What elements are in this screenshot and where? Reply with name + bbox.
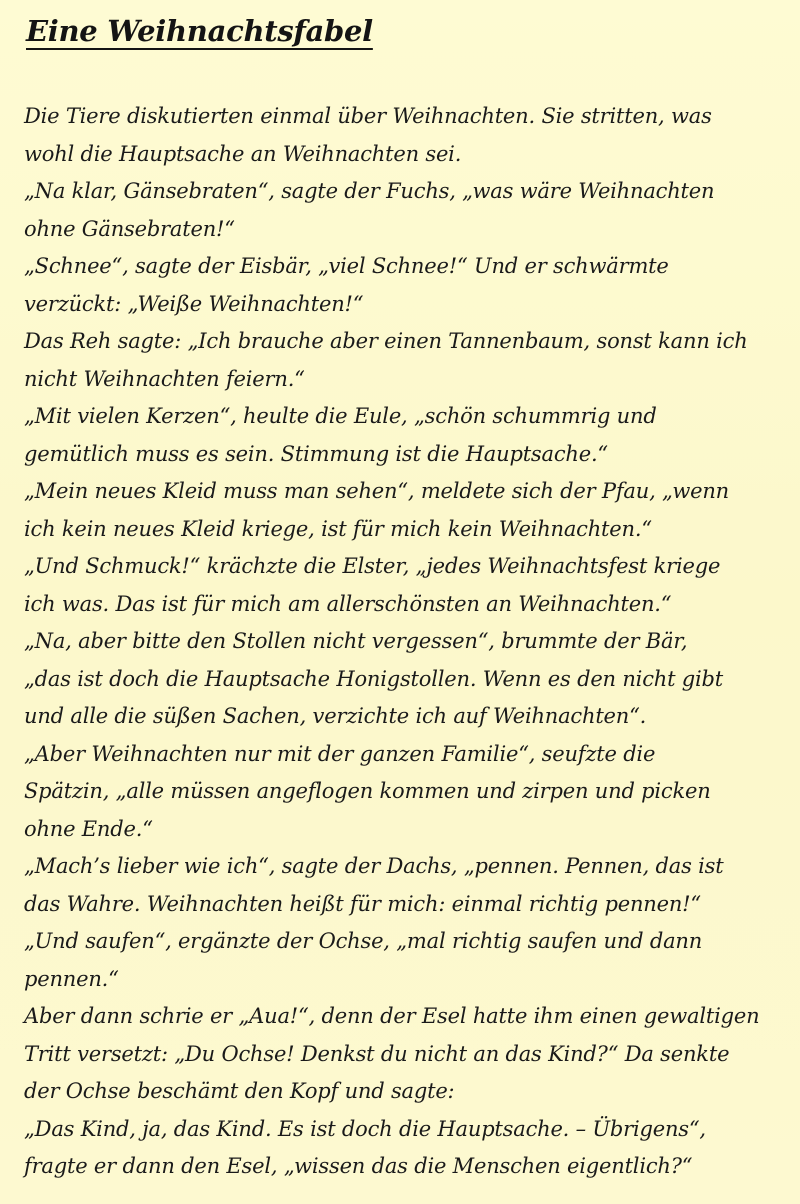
text-line: „Das Kind, ja, das Kind. Es ist doch die Hauptsache. – Übrigens“, — [24, 1116, 706, 1141]
text-line: und alle die süßen Sachen, verzichte ich auf Weihnachten“. — [24, 704, 647, 728]
text-line: verzückt: „Weiße Weihnachten!“ — [24, 291, 364, 316]
text-line: der Ochse beschämt den Kopf und sagte: — [24, 1079, 455, 1103]
text-line: Spätzin, „alle müssen angeflogen kommen und zirpen und picken — [24, 779, 711, 803]
text-line: fragte er dann den Esel, „wissen das die Menschen eigentlich?“ — [24, 1154, 693, 1178]
text-line: ohne Gänsebraten!“ — [24, 216, 235, 241]
text-line: „Und saufen“, ergänzte der Ochse, „mal richtig saufen und dann — [24, 929, 703, 953]
text-line: „Na, aber bitte den Stollen nicht vergessen“, brummte der Bär, — [24, 629, 688, 653]
text-line: ich was. Das ist für mich am allerschönsten an Weihnachten.“ — [24, 591, 672, 616]
text-line: „das ist doch die Hauptsache Honigstollen. Wenn es den nicht gibt — [24, 666, 724, 691]
text-line: ohne Ende.“ — [24, 816, 153, 841]
text-line: „Mit vielen Kerzen“, heulte die Eule, „schön schummrig und — [24, 404, 657, 428]
text-line: pennen.“ — [24, 966, 119, 991]
text-line: Das Reh sagte: „Ich brauche aber einen Tannenbaum, sonst kann ich — [24, 329, 748, 353]
text-line: gemütlich muss es sein. Stimmung ist die Hauptsache.“ — [24, 441, 608, 466]
text-line: nicht Weihnachten feiern.“ — [24, 366, 305, 391]
document-title: Eine Weihnachtsfabel — [26, 14, 373, 48]
text-line: „Mein neues Kleid muss man sehen“, meldete sich der Pfau, „wenn — [24, 479, 729, 503]
text-line: Tritt versetzt: „Du Ochse! Denkst du nicht an das Kind?“ Da senkte — [24, 1041, 730, 1066]
text-line: „Aber Weihnachten nur mit der ganzen Familie“, seufzte die — [24, 741, 656, 766]
text-line: das Wahre. Weihnachten heißt für mich: einmal richtig pennen!“ — [24, 891, 701, 916]
text-line: „Schnee“, sagte der Eisbär, „viel Schnee!“ Und er schwärmte — [24, 254, 669, 278]
fable-text — [24, 98, 794, 1186]
text-line: „Und Schmuck!“ krächzte die Elster, „jedes Weihnachtsfest kriege — [24, 554, 721, 578]
text-line: Aber dann schrie er „Aua!“, denn der Esel hatte ihm einen gewaltigen — [24, 1004, 760, 1028]
text-line: „Na klar, Gänsebraten“, sagte der Fuchs, „was wäre Weihnachten — [24, 179, 715, 203]
text-line: ich kein neues Kleid kriege, ist für mich kein Weihnachten.“ — [24, 516, 652, 541]
text-line: wohl die Hauptsache an Weihnachten sei. — [24, 141, 462, 166]
text-line: „Mach’s lieber wie ich“, sagte der Dachs, „pennen. Pennen, das ist — [24, 854, 724, 878]
text-line: Die Tiere diskutierten einmal über Weihnachten. Sie stritten, was — [24, 104, 712, 128]
